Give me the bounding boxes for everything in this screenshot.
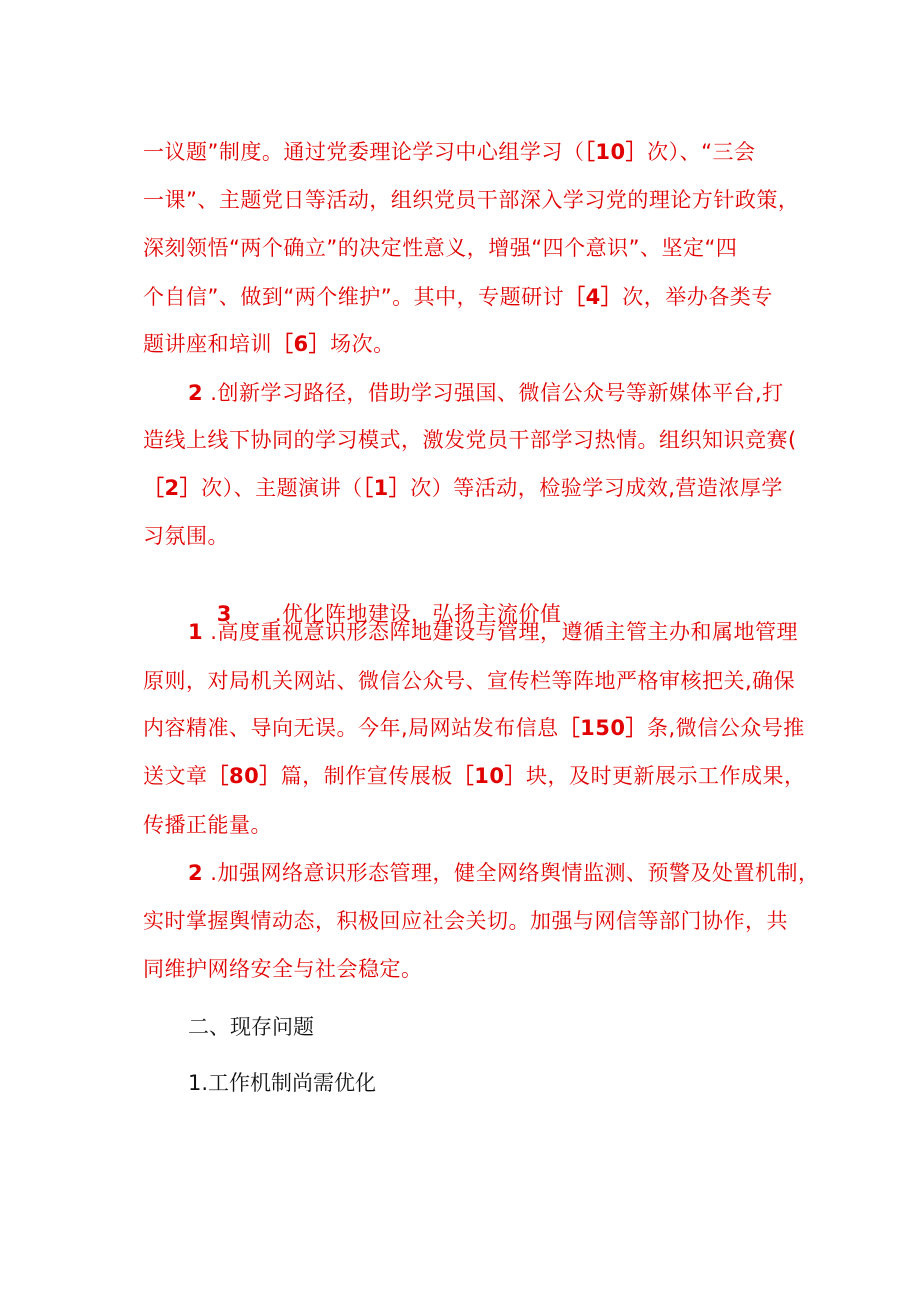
- text-run: .加强网络意识形态管理，健全网络舆情监测、预警及处置机制，: [203, 861, 820, 885]
- count-value: ［1］: [362, 476, 411, 500]
- text-run: 一议题”制度。通过党委理论学习中心组学习（: [143, 140, 585, 164]
- count-value: ［6］: [272, 332, 331, 356]
- item-number: 2: [188, 381, 204, 405]
- paragraph-line: [143, 906, 788, 936]
- text-run: 传播正能量。: [143, 813, 272, 837]
- paragraph-line: [188, 378, 784, 408]
- paragraph-line: [143, 425, 797, 455]
- text-run: 次，举办各类专: [622, 285, 773, 309]
- count-value: ［80］: [207, 764, 281, 788]
- paragraph-line: [143, 666, 795, 696]
- count-value: ［10］: [452, 764, 526, 788]
- text-run: 同维护网络安全与社会稳定。: [143, 957, 423, 981]
- text-run: 一课”、主题党日等活动，组织党员干部深入学习党的理论方针政策，: [143, 188, 800, 212]
- text-run: 块，及时更新展示工作成果，: [525, 764, 806, 788]
- paragraph-line: [143, 954, 423, 984]
- text-run: .高度重视意识形态阵地建设与管理，遵循主管主办和属地管理: [203, 620, 798, 644]
- text-run: .创新学习路径，借助学习强国、微信公众号等新媒体平台,打: [203, 381, 784, 405]
- paragraph-line: [143, 137, 756, 167]
- text-run: 深刻领悟“两个确立”的决定性意义，增强“四个意识”、坚定“四: [143, 236, 738, 260]
- text-run: 造线上线下协同的学习模式，激发党员干部学习热情。组织知识竞赛(: [143, 428, 797, 452]
- text-run: 内容精准、导向无误。今年,局网站发布信息: [143, 716, 559, 740]
- item-number: 2: [188, 861, 204, 885]
- paragraph-line: [143, 761, 805, 791]
- paragraph-line: [143, 282, 773, 312]
- text-run: 题讲座和培训: [143, 332, 272, 356]
- text-run: 次）等活动，检验学习成效,营造浓厚学: [410, 476, 783, 500]
- text-run: 篇，制作宣传展板: [280, 764, 453, 788]
- paragraph-line: [188, 858, 819, 888]
- paragraph-line: [143, 521, 229, 551]
- text-run: 习氛围。: [143, 524, 229, 548]
- text-run: 原则，对局机关网站、微信公众号、宣传栏等阵地严格审核把关,确保: [143, 669, 796, 693]
- item-number: 1: [188, 620, 204, 644]
- text-run: .优化阵地建设，弘扬主流价值: [231, 602, 562, 626]
- count-value: ［2］: [143, 476, 202, 500]
- paragraph-line: [143, 329, 395, 359]
- text-run: 条,微信公众号推: [647, 716, 805, 740]
- text-run: 送文章: [143, 764, 208, 788]
- count-value: ［10］: [584, 140, 648, 164]
- text-run: 个自信”、做到“两个维护”。其中，专题研讨: [143, 285, 565, 309]
- text-run: 次）、主题演讲（: [201, 476, 363, 500]
- text-run: 次）、“三会: [647, 140, 756, 164]
- paragraph-line: [143, 185, 799, 215]
- count-value: ［150］: [558, 716, 648, 740]
- paragraph-line: [143, 473, 783, 503]
- subsection-heading: 1.工作机制尚需优化: [188, 1071, 377, 1095]
- section-heading: 二、现存问题: [188, 1015, 314, 1039]
- text-run: 实时掌握舆情动态，积极回应社会关切。加强与网信等部门协作，共: [143, 909, 788, 933]
- count-value: ［4］: [564, 285, 623, 309]
- paragraph-line: [143, 713, 805, 743]
- item-number: 3: [216, 602, 232, 626]
- paragraph-line: [188, 617, 798, 647]
- paragraph-line: [143, 810, 272, 840]
- text-run: 场次。: [330, 332, 395, 356]
- paragraph-line: [143, 233, 737, 263]
